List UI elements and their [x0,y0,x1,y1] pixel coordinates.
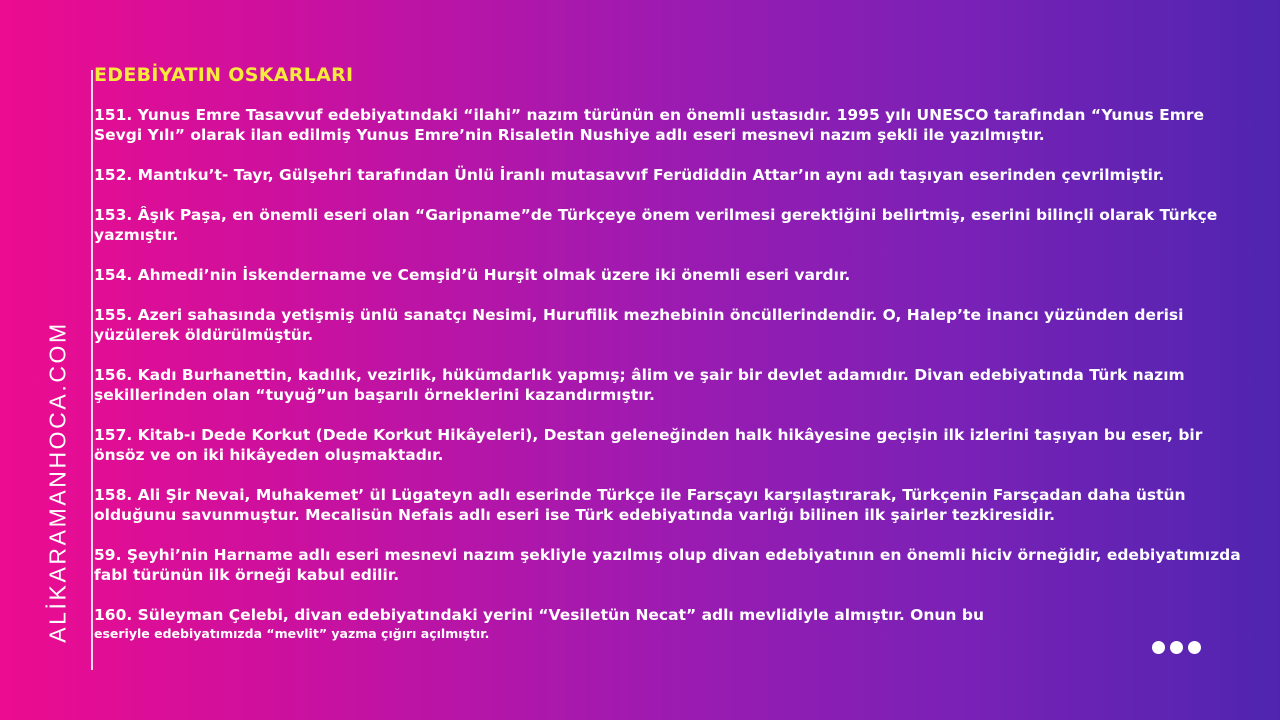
list-item-159: 59. Şeyhi’nin Harname adlı eseri mesnevi nazım şekliyle yazılmış olup divan edebiyatının en önemli hiciv örneğidir, edebiyatımızda fabl türünün ilk örneği kabul edilir. [94,546,1241,584]
more-dots-icon[interactable] [1152,641,1201,654]
list-item-160-line1: 160. Süleyman Çelebi, divan edebiyatındaki yerini “Vesiletün Necat” adlı mevlidiyle almıştır. Onun bu [94,606,984,624]
page-title: EDEBİYATIN OSKARLARI [94,64,354,86]
dot-icon [1170,641,1183,654]
vertical-divider [91,70,93,670]
dot-icon [1152,641,1165,654]
list-item-155: 155. Azeri sahasında yetişmiş ünlü sanatçı Nesimi, Hurufilik mezhebinin öncüllerindendir. O, Halep’te inancı yüzünden derisi yüzülerek öldürülmüştür. [94,306,1184,344]
list-item-157: 157. Kitab-ı Dede Korkut (Dede Korkut Hikâyeleri), Destan geleneğinden halk hikâyesine geçişin ilk izlerini taşıyan bu eser, bir önsöz ve on iki hikâyeden oluşmaktadır. [94,426,1203,464]
list-item-154: 154. Ahmedi’nin İskendername ve Cemşid’ü Hurşit olmak üzere iki önemli eseri vardır. [94,266,851,284]
list-item-153: 153. Âşık Paşa, en önemli eseri olan “Garipname”de Türkçeye önem verilmesi gerektiğini belirtmiş, eserini bilinçli olarak Türkçe yazmıştır. [94,206,1218,244]
content-area [94,62,1244,642]
list-item-152: 152. Mantıku’t- Tayr, Gülşehri tarafından Ünlü İranlı mutasavvıf Ferüdiddin Attar’ın aynı adı taşıyan eserinden çevrilmiştir. [94,166,1165,184]
list-item-158: 158. Ali Şir Nevai, Muhakemet’ ül Lügateyn adlı eserinde Türkçe ile Farsçayı karşılaştırarak, Türkçenin Farsçadan daha üstün olduğunu savunmuştur. Mecalisün Nefais adlı eseri ise Türk edebiyatında varlığı bilinen ilk şairler tezkiresidir. [94,486,1186,524]
list-item-151: 151. Yunus Emre Tasavvuf edebiyatındaki “ilahi” nazım türünün en önemli ustasıdır. 1995 yılı UNESCO tarafından “Yunus Emre Sevgi Yılı” olarak ilan edilmiş Yunus Emre’nin Risaletin Nushiye adlı eseri mesnevi nazım şekli ile yazılmıştır. [94,106,1205,144]
list-item-156: 156. Kadı Burhanettin, kadılık, vezirlik, hükümdarlık yapmış; âlim ve şair bir devlet adamıdır. Divan edebiyatında Türk nazım şekillerinden olan “tuyuğ”un başarılı örneklerini kazandırmıştır. [94,366,1185,404]
list-item-160-line2: eseriyle edebiyatımızda “mevlit” yazma çığırı açılmıştır. [94,626,490,641]
list-item-160 [94,605,1244,642]
site-watermark: ALİKARAMANHOCA.COM [44,321,71,643]
dot-icon [1188,641,1201,654]
